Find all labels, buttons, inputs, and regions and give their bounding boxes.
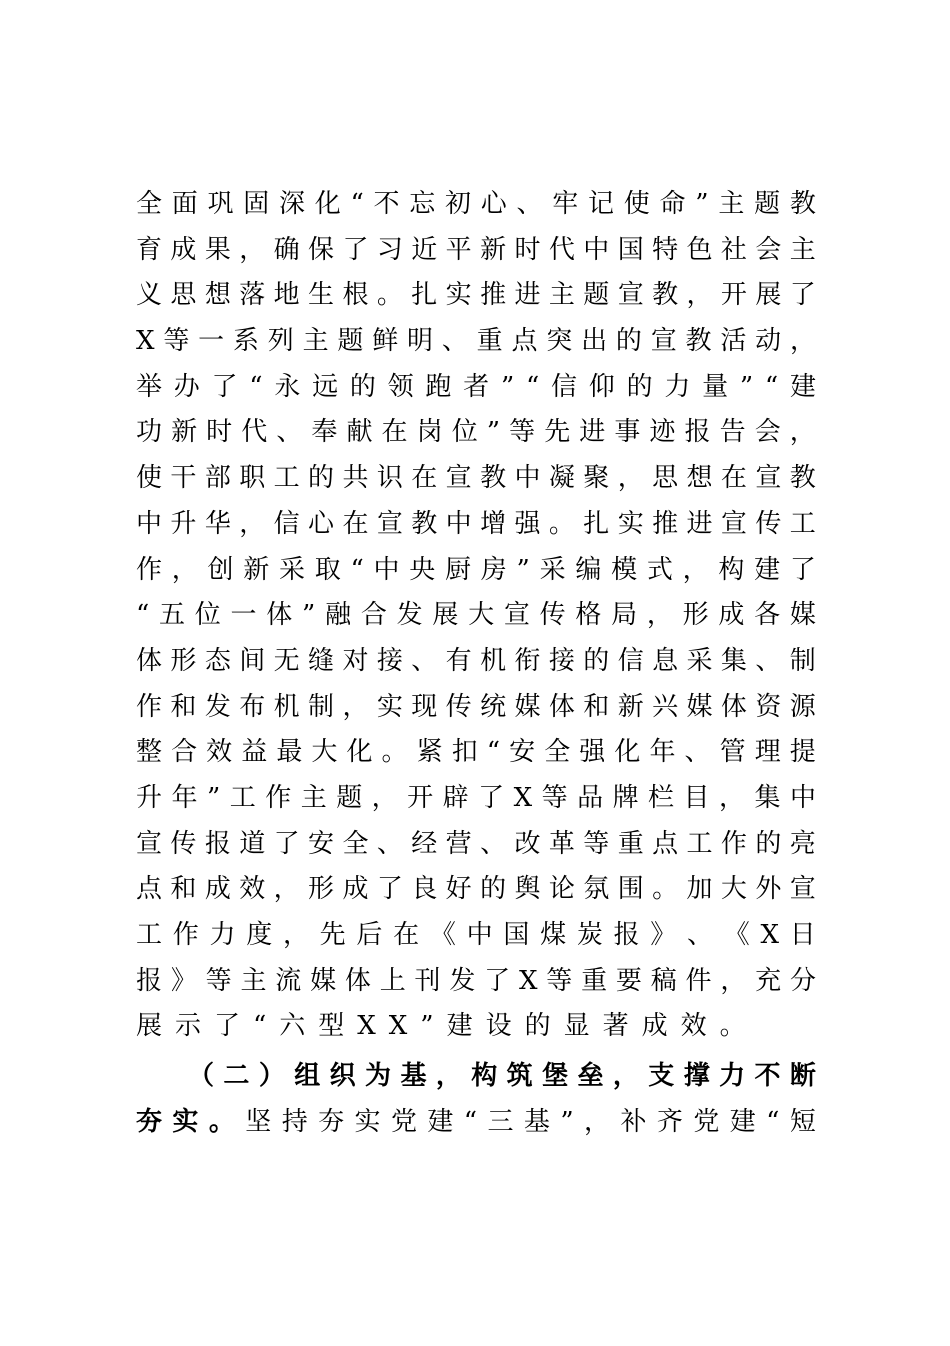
text-line: 功 新 时 代 、 奉 献 在 岗 位 ” 等 先 进 事 迹 报 告 会 ， [136, 417, 816, 448]
text-line: 宣 传 报 道 了 安 全 、 经 营 、 改 革 等 重 点 工 作 的 亮 [136, 828, 816, 859]
text-line: 使 干 部 职 工 的 共 识 在 宣 教 中 凝 聚 ， 思 想 在 宣 教 [136, 463, 816, 494]
section-heading-line [136, 1054, 816, 1100]
text-line: 工 作 力 度 ， 先 后 在 《 中 国 煤 炭 报 》 、 《 X 日 [136, 920, 816, 950]
text-line: 举 办 了 “ 永 远 的 领 跑 者 ” “ 信 仰 的 力 量 ” “ 建 [136, 371, 816, 402]
text-line: 全 面 巩 固 深 化 “ 不 忘 初 心 、 牢 记 使 命 ” 主 题 教 [136, 189, 816, 219]
paragraph-2 [136, 1054, 816, 1145]
text-line: 作 ， 创 新 采 取 “ 中 央 厨 房 ” 采 编 模 式 ， 构 建 了 [136, 554, 816, 585]
text-line: 育 成 果 ， 确 保 了 习 近 平 新 时 代 中 国 特 色 社 会 主 [136, 234, 816, 265]
text-line: 义 思 想 落 地 生 根 。 扎 实 推 进 主 题 宣 教 ， 开 展 了 [136, 280, 816, 311]
text-line: 点 和 成 效 ， 形 成 了 良 好 的 舆 论 氛 围 。 加 大 外 宣 [136, 874, 816, 905]
document-body [136, 182, 816, 1145]
text-line: 展示了“六型XX”建设的显著成效。 [136, 1011, 759, 1042]
text-line: 体 形 态 间 无 缝 对 接 、 有 机 衔 接 的 信 息 采 集 、 制 [136, 645, 816, 676]
text-line: X 等 一 系 列 主 题 鲜 明 、 重 点 突 出 的 宣 教 活 动 ， [136, 326, 816, 357]
text-line: 报 》 等 主 流 媒 体 上 刊 发 了 X 等 重 要 稿 件 ， 充 分 [136, 965, 816, 996]
section-heading-text: （ 二 ） 组 织 为 基 ， 构 筑 堡 垒 ， 支 撑 力 不 断 [188, 1061, 816, 1092]
text-line: 作 和 发 布 机 制 ， 实 现 传 统 媒 体 和 新 兴 媒 体 资 源 [136, 691, 816, 722]
text-line: “ 五 位 一 体 ” 融 合 发 展 大 宣 传 格 局 ， 形 成 各 媒 [136, 600, 816, 631]
section-heading-continuation-line: 夯 实 。 坚 持 夯 实 党 建 “ 三 基 ” ， 补 齐 党 建 “ 短 [136, 1106, 816, 1137]
text-line: 升 年 ” 工 作 主 题 ， 开 辟 了 X 等 品 牌 栏 目 ， 集 中 [136, 782, 816, 813]
paragraph-1 [136, 182, 816, 1050]
text-line: 中 升 华 ， 信 心 在 宣 教 中 增 强 。 扎 实 推 进 宣 传 工 [136, 508, 816, 539]
text-line: 整 合 效 益 最 大 化 。 紧 扣 “ 安 全 强 化 年 、 管 理 提 [136, 737, 816, 768]
